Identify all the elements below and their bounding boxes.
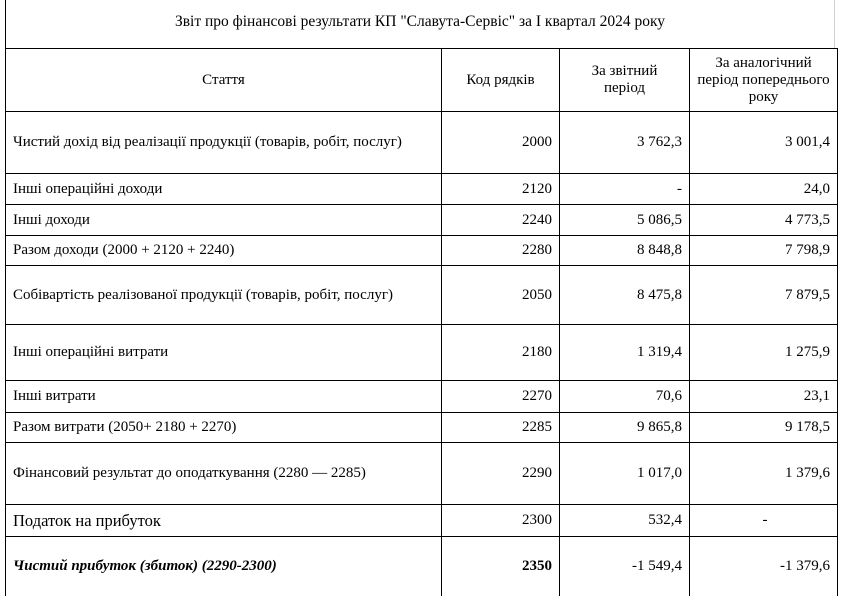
row-previous: - (690, 505, 838, 537)
row-current: 70,6 (560, 381, 690, 413)
row-label: Разом витрати (2050+ 2180 + 2270) (6, 413, 442, 443)
table-row (6, 537, 838, 596)
row-previous: 9 178,5 (690, 413, 838, 443)
table-header-row (6, 49, 838, 112)
row-current: 8 475,8 (560, 266, 690, 325)
row-current: -1 549,4 (560, 537, 690, 596)
row-label: Собівартість реалізованої продукції (товарів, робіт, послуг) (6, 266, 442, 325)
row-current: 532,4 (560, 505, 690, 537)
report-title: Звіт про фінансові результати КП "Славута-Сервіс" за І квартал 2024 року (5, 0, 835, 48)
row-current: 8 848,8 (560, 236, 690, 266)
row-code: 2240 (442, 205, 560, 236)
table-row (6, 205, 838, 236)
row-code: 2050 (442, 266, 560, 325)
row-current: 9 865,8 (560, 413, 690, 443)
table-row (6, 413, 838, 443)
row-code: 2120 (442, 174, 560, 205)
row-code: 2280 (442, 236, 560, 266)
table-row (6, 325, 838, 381)
row-previous: 1 379,6 (690, 443, 838, 505)
table-row (6, 505, 838, 537)
row-label: Податок на прибуток (6, 505, 442, 537)
financial-results-table (5, 48, 838, 596)
row-previous: 4 773,5 (690, 205, 838, 236)
row-previous: 7 798,9 (690, 236, 838, 266)
row-current: 5 086,5 (560, 205, 690, 236)
header-previous-period: За аналогічний період попереднього року (690, 49, 838, 112)
table-row (6, 266, 838, 325)
row-code: 2285 (442, 413, 560, 443)
header-article: Стаття (6, 49, 442, 112)
row-previous: 7 879,5 (690, 266, 838, 325)
header-current-period: За звітний період (560, 49, 690, 112)
row-label: Інші операційні доходи (6, 174, 442, 205)
row-current: 1 319,4 (560, 325, 690, 381)
row-code: 2350 (442, 537, 560, 596)
table-row (6, 381, 838, 413)
row-code: 2180 (442, 325, 560, 381)
row-label: Інші операційні витрати (6, 325, 442, 381)
row-previous: 23,1 (690, 381, 838, 413)
row-label: Чистий дохід від реалізації продукції (товарів, робіт, послуг) (6, 112, 442, 174)
table-row (6, 443, 838, 505)
header-code: Код рядків (442, 49, 560, 112)
table-row (6, 174, 838, 205)
row-code: 2000 (442, 112, 560, 174)
row-code: 2290 (442, 443, 560, 505)
row-previous: 24,0 (690, 174, 838, 205)
row-current: 1 017,0 (560, 443, 690, 505)
row-label: Інші доходи (6, 205, 442, 236)
row-previous: -1 379,6 (690, 537, 838, 596)
row-previous: 3 001,4 (690, 112, 838, 174)
row-label: Інші витрати (6, 381, 442, 413)
table-row (6, 236, 838, 266)
row-label: Чистий прибуток (збиток) (2290-2300) (6, 537, 442, 596)
row-code: 2300 (442, 505, 560, 537)
row-label: Фінансовий результат до оподаткування (2280 — 2285) (6, 443, 442, 505)
row-label: Разом доходи (2000 + 2120 + 2240) (6, 236, 442, 266)
row-previous: 1 275,9 (690, 325, 838, 381)
table-row (6, 112, 838, 174)
row-current: 3 762,3 (560, 112, 690, 174)
row-current: - (560, 174, 690, 205)
row-code: 2270 (442, 381, 560, 413)
